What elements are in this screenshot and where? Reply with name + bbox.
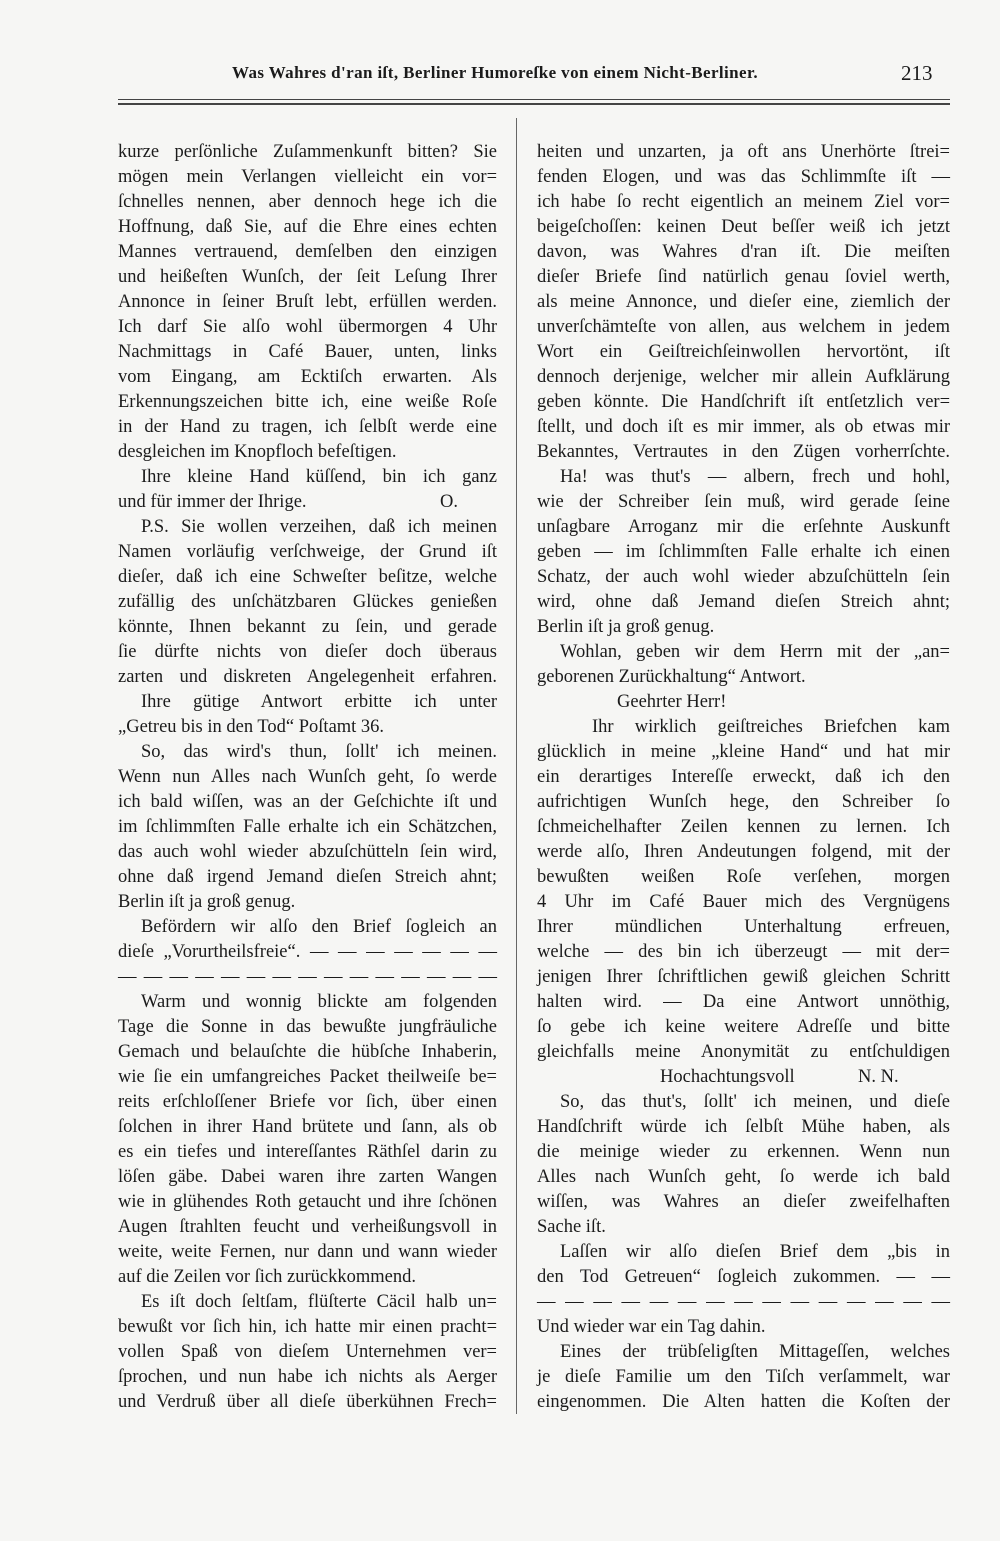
text-line: reits erſchloſſener Briefe vor ſich, über einen bbox=[118, 1092, 497, 1112]
text-line: Berlin iſt ja groß genug. bbox=[118, 892, 296, 912]
dash-separator-line: — — — — — — — — — — — — — — — bbox=[118, 967, 497, 987]
text-line: wird, ohne daß Jemand dieſen Streich ahnt; bbox=[537, 592, 950, 612]
text-line: Berlin iſt ja groß genug. bbox=[537, 617, 715, 637]
text-line: heiten und unzarten, ja oft ans Unerhörte ſtrei= bbox=[537, 142, 950, 162]
text-line: wiſſen, was Wahres an dieſer zweifelhaften bbox=[537, 1192, 950, 1212]
text-line: dieſe „Vorurtheilsfreie“. — — — — — — — bbox=[118, 942, 497, 962]
text-line: zarten und diskreten Angelegenheit erfahren. bbox=[118, 667, 497, 687]
text-line: werde alſo, Ihren Andeutungen folgend, mit der bbox=[537, 842, 950, 862]
text-line: fenden Elogen, und was das Schlimmſte iſt — bbox=[537, 167, 950, 187]
running-title: Was Wahres d'ran iſt, Berliner Humoreſke von einem Nicht-Berliner. bbox=[232, 63, 758, 82]
text-line: ſolchen in ihrer Hand brütete und ſann, als ob bbox=[118, 1117, 497, 1137]
text-line: Ich darf Sie alſo wohl übermorgen 4 Uhr bbox=[118, 317, 497, 337]
text-line: beigeſchoſſen: keinen Deut beſſer weiß ich jetzt bbox=[537, 217, 950, 237]
column-divider bbox=[516, 118, 517, 1414]
text-line: weite, weite Fernen, nur dann und wann wieder bbox=[118, 1242, 497, 1262]
text-line: ich habe ſo recht eigentlich an meinem Ziel vor= bbox=[537, 192, 950, 212]
text-line: Ihrer mündlichen Unterhaltung erfreuen, bbox=[537, 917, 950, 937]
paragraph-start-line: Warm und wonnig blickte am folgenden bbox=[141, 992, 497, 1012]
text-line: Namen vorläufig verſchweige, der Grund iſt bbox=[118, 542, 497, 562]
right-column bbox=[537, 140, 950, 1415]
text-line: im ſchlimmſten Falle erhalte ich ein Schätzchen, bbox=[118, 817, 497, 837]
text-line: ſtellt, und doch iſt es mir immer, als ob etwas mir bbox=[537, 417, 950, 437]
text-line: Wenn nun Alles nach Wunſch geht, ſo werde bbox=[118, 767, 497, 787]
text-line: bewußt vor ſich hin, ich hatte mir einen pracht= bbox=[118, 1317, 497, 1337]
text-line: welche — des bin ich überzeugt — mit der= bbox=[537, 942, 950, 962]
text-line: je dieſe Familie um den Tiſch verſammelt, war bbox=[537, 1367, 950, 1387]
text-line: ein derartiges Intereſſe erweckt, daß ich den bbox=[537, 767, 950, 787]
text-line: unſagbare Arroganz mir die erſehnte Auskunft bbox=[537, 517, 950, 537]
paragraph-start-line: So, das thut's, ſollt' ich meinen, und dieſe bbox=[560, 1092, 950, 1112]
paragraph-start-line: So, das wird's thun, ſollt' ich meinen. bbox=[141, 742, 497, 762]
text-line: eingenommen. Die Alten hatten die Koſten der bbox=[537, 1392, 950, 1412]
dash-separator-line: — — — — — — — — — — — — — — — bbox=[537, 1292, 950, 1312]
paragraph-start-line: P.S. Sie wollen verzeihen, daß ich meinen bbox=[141, 517, 497, 537]
text-line: mögen mein Verlangen vielleicht ein vor= bbox=[118, 167, 497, 187]
paragraph-start-line: Es iſt doch ſeltſam, flüſterte Cäcil halb un= bbox=[141, 1292, 497, 1312]
text-line: desgleichen im Knopfloch befeſtigen. bbox=[118, 442, 397, 462]
text-line: Und wieder war ein Tag dahin. bbox=[537, 1317, 766, 1337]
paragraph-start-line: Laſſen wir alſo dieſen Brief dem „bis in bbox=[560, 1242, 950, 1262]
text-line: halten wird. — Da eine Antwort unnöthig, bbox=[537, 992, 950, 1012]
text-line: ich bald wiſſen, was an der Geſchichte iſt und bbox=[118, 792, 497, 812]
text-line: dieſer, daß ich eine Schweſter beſitze, welche bbox=[118, 567, 497, 587]
text-line: Hoffnung, daß Sie, auf die Ehre eines echten bbox=[118, 217, 497, 237]
signature-line bbox=[118, 490, 497, 515]
paragraph-start-line: Wohlan, geben wir dem Herrn mit der „an= bbox=[560, 642, 950, 662]
text-line: ſie dürfte nichts von dieſer doch überaus bbox=[118, 642, 497, 662]
text-line: das auch wohl wieder abzuſchütteln ſein wird, bbox=[118, 842, 497, 862]
text-line: Wort ein Geiſtreichſeinwollen hervortönt, iſt bbox=[537, 342, 950, 362]
text-line: ohne daß irgend Jemand dieſen Streich ahnt; bbox=[118, 867, 497, 887]
text-line: Nachmittags in Café Bauer, unten, links bbox=[118, 342, 497, 362]
text-line: Schatz, der auch wohl wieder abzuſchütteln ſein bbox=[537, 567, 950, 587]
text-line: Sache iſt. bbox=[537, 1217, 606, 1237]
paragraph-start-line: Ihr wirklich geiſtreiches Briefchen kam bbox=[592, 717, 950, 737]
paragraph-start-line: Ihre gütige Antwort erbitte ich unter bbox=[141, 692, 497, 712]
text-line: Augen ſtrahlten feucht und verheißungsvoll in bbox=[118, 1217, 497, 1237]
text-line: wie ſie ein umfangreiches Packet theilweiſe be= bbox=[118, 1067, 497, 1087]
text-line: 4 Uhr im Café Bauer mich des Vergnügens bbox=[537, 892, 950, 912]
letter-closing-line bbox=[537, 1065, 950, 1090]
text-line: ſchmeichelhafter Zeilen kennen zu lernen. Ich bbox=[537, 817, 950, 837]
text-line: Bekanntes, Vertrautes in den Zügen vorherrſchte. bbox=[537, 442, 950, 462]
text-line: und Verdruß über all dieſe überkühnen Frech= bbox=[118, 1392, 497, 1412]
left-column bbox=[118, 140, 497, 1415]
text-line: Alles nach Wunſch geht, ſo werde ich bald bbox=[537, 1167, 950, 1187]
text-line: vom Eingang, am Ecktiſch erwarten. Als bbox=[118, 367, 497, 387]
text-line: davon, was Wahres d'ran iſt. Die meiſten bbox=[537, 242, 950, 262]
letter-signature: N. N. bbox=[858, 1067, 899, 1087]
text-line: Handſchrift würde ich ſelbſt Mühe haben, als bbox=[537, 1117, 950, 1137]
text-line: geben könnte. Die Handſchrift iſt entſetzlich ver= bbox=[537, 392, 950, 412]
text-line: als meine Annonce, und dieſer eine, ziemlich der bbox=[537, 292, 950, 312]
text-line: dieſer Briefe ſind natürlich genau ſoviel werth, bbox=[537, 267, 950, 287]
text-line: könnte, Ihnen bekannt zu ſein, und gerade bbox=[118, 617, 497, 637]
text-line: unverſchämteſte von allen, aus welchem in jedem bbox=[537, 317, 950, 337]
text-line: aufrichtigen Wunſch hege, den Schreiber ſo bbox=[537, 792, 950, 812]
letter-closing: Hochachtungsvoll bbox=[660, 1067, 795, 1087]
text-line: glücklich in meine „kleine Hand“ und hat mir bbox=[537, 742, 950, 762]
text-line: dennoch derjenige, welcher mir allein Aufklärung bbox=[537, 367, 950, 387]
text-line: Gemach und belauſchte die hübſche Inhaberin, bbox=[118, 1042, 497, 1062]
text-line: gleichfalls meine Anonymität zu entſchuldigen bbox=[537, 1042, 950, 1062]
text-line: geborenen Zurückhaltung“ Antwort. bbox=[537, 667, 806, 687]
text-line: wie der Schreiber ſein muß, wird gerade ſeine bbox=[537, 492, 950, 512]
text-line: auf die Zeilen vor ſich zurückkommend. bbox=[118, 1267, 416, 1287]
text-line: die meinige wieder zu erkennen. Wenn nun bbox=[537, 1142, 950, 1162]
text-line: Annonce in ſeiner Bruſt lebt, erfüllen werden. bbox=[118, 292, 497, 312]
text-line: zufällig des unſchätzbaren Glückes genießen bbox=[118, 592, 497, 612]
text-line: geben — im ſchlimmſten Falle erhalte ich einen bbox=[537, 542, 950, 562]
paragraph-start-line: Ihre kleine Hand küſſend, bin ich ganz bbox=[141, 467, 497, 487]
text-line: wie in glühendes Roth getaucht und ihre ſchönen bbox=[118, 1192, 497, 1212]
text-line: es ein tiefes und intereſſantes Räthſel darin zu bbox=[118, 1142, 497, 1162]
text-line: Tage die Sonne in das bewußte jungfräuliche bbox=[118, 1017, 497, 1037]
paragraph-start-line: Ha! was thut's — albern, frech und hohl, bbox=[560, 467, 950, 487]
letter-salutation: Geehrter Herr! bbox=[617, 692, 727, 712]
text-line: Mannes vertrauend, demſelben den einzigen bbox=[118, 242, 497, 262]
text-line: ſchnelles nennen, aber dennoch hege ich die bbox=[118, 192, 497, 212]
paragraph-start-line: Eines der trübſeligſten Mittageſſen, welches bbox=[560, 1342, 950, 1362]
header-double-rule bbox=[118, 99, 950, 105]
text-line: den Tod Getreuen“ ſogleich zukommen. — — bbox=[537, 1267, 950, 1287]
signature-initial: O. bbox=[440, 492, 458, 512]
paragraph-start-line: Befördern wir alſo den Brief ſogleich an bbox=[141, 917, 497, 937]
text-line: in der Hand zu tragen, ich ſelbſt werde eine bbox=[118, 417, 497, 437]
text-line: jenigen Ihrer ſchriftlichen gewiß gleichen Schritt bbox=[537, 967, 950, 987]
text-line: Erkennungszeichen bitte ich, eine weiße Roſe bbox=[118, 392, 497, 412]
text-line: und heißeſten Wunſch, der ſeit Leſung Ihrer bbox=[118, 267, 497, 287]
text-line: „Getreu bis in den Tod“ Poſtamt 36. bbox=[118, 717, 385, 737]
text-line: vollen Spaß von dieſem Unternehmen ver= bbox=[118, 1342, 497, 1362]
text-line: ſo gebe ich keine weitere Adreſſe und bitte bbox=[537, 1017, 950, 1037]
page-number: 213 bbox=[901, 61, 933, 85]
text-line: ſprochen, und nun habe ich nichts als Aerger bbox=[118, 1367, 497, 1387]
text-line: löſen gäbe. Dabei waren ihre zarten Wangen bbox=[118, 1167, 497, 1187]
text-line: kurze perſönliche Zuſammenkunft bitten? Sie bbox=[118, 142, 497, 162]
closing-text: und für immer der Ihrige. bbox=[118, 492, 307, 512]
text-line: bewußten weißen Roſe verſehen, morgen bbox=[537, 867, 950, 887]
